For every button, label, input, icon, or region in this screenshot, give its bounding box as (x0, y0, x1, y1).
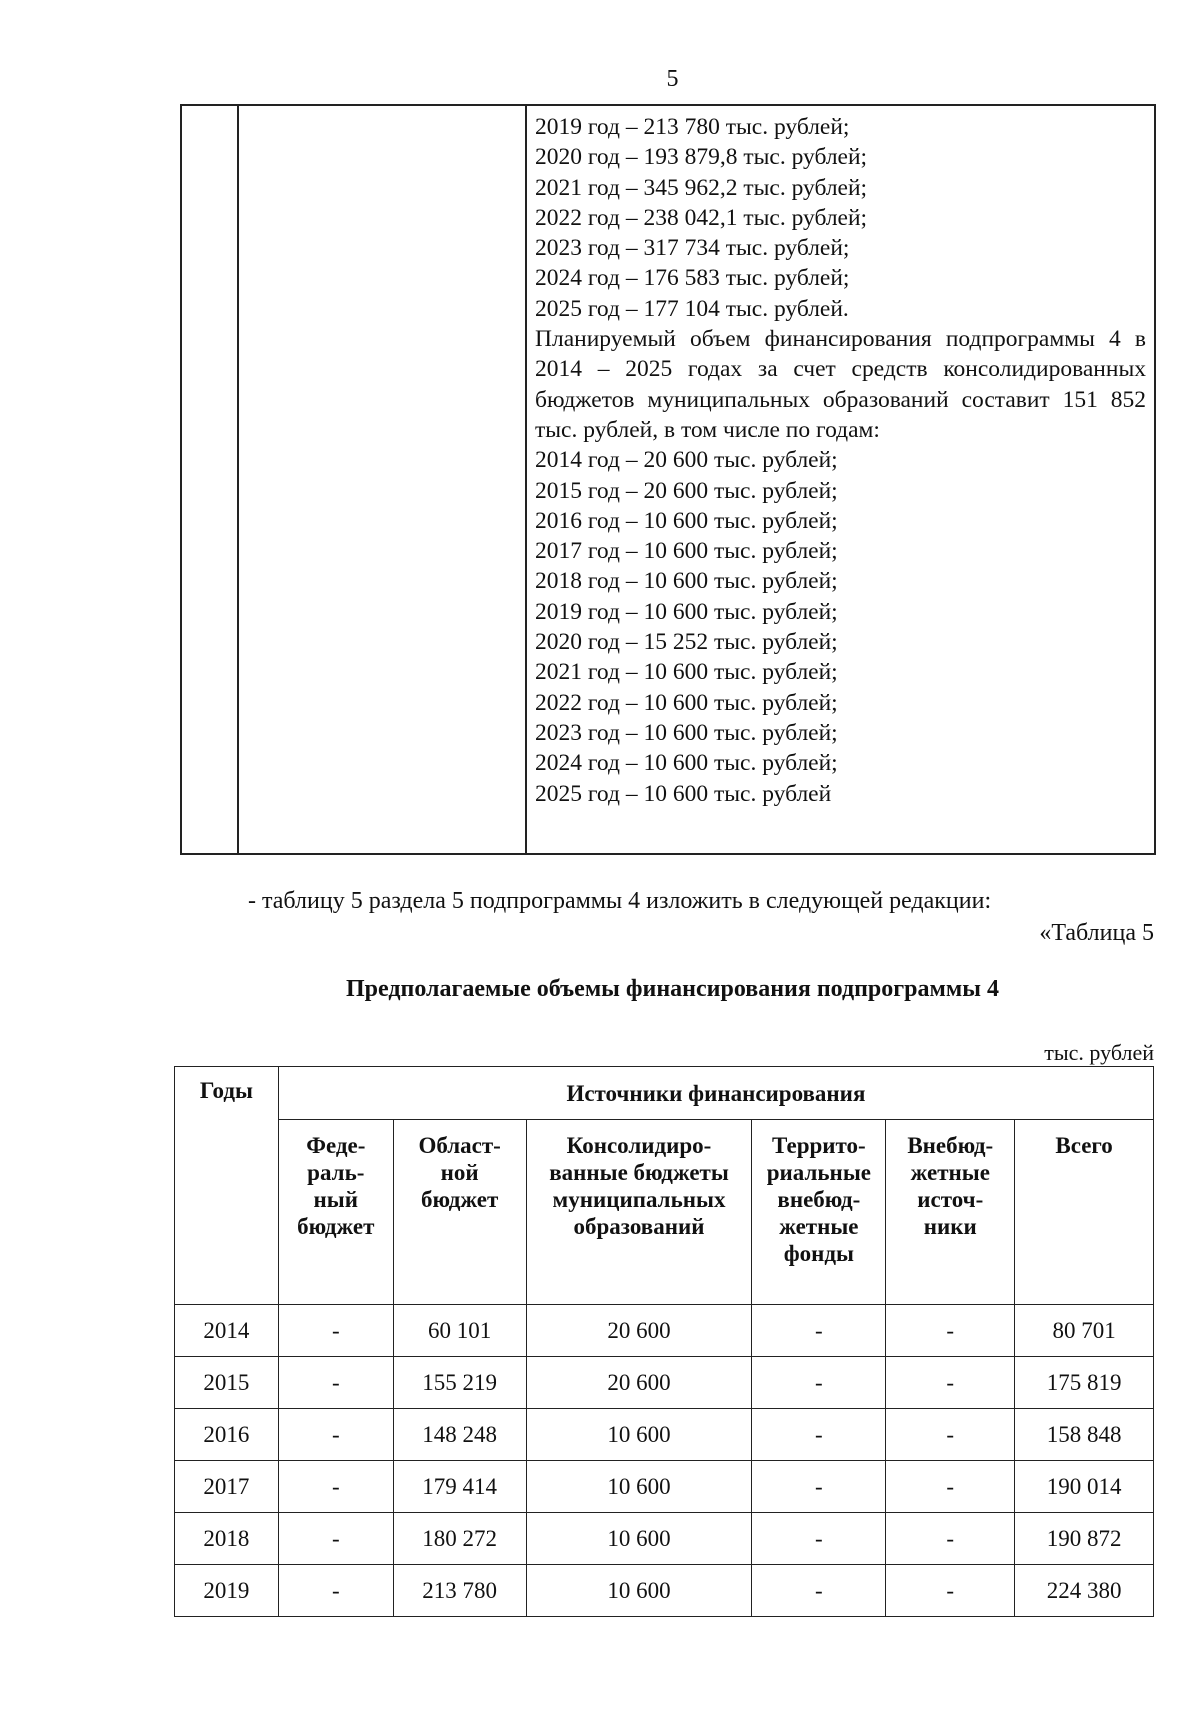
funding-year-line: 2014 год – 20 600 тыс. рублей; (535, 447, 838, 474)
header-text-line: жетные (779, 1214, 859, 1239)
cell-year: 2018 (175, 1513, 279, 1565)
municipal-budget-lines (535, 445, 1146, 809)
table-row (175, 1357, 1154, 1409)
header-text-line: риальные (766, 1160, 871, 1185)
header-years: Годы (175, 1067, 279, 1305)
cell-year: 2014 (175, 1305, 279, 1357)
cell-municipal: 20 600 (526, 1357, 752, 1409)
table-row (175, 1305, 1154, 1357)
cell-total: 190 014 (1015, 1461, 1154, 1513)
cell-territorial: - (752, 1513, 886, 1565)
cell-regional: 213 780 (393, 1565, 526, 1617)
header-extrabudgetary-sources (886, 1120, 1015, 1305)
table-row (175, 1565, 1154, 1617)
header-municipal-budgets (526, 1120, 752, 1305)
financing-text-cell (535, 112, 1146, 809)
header-text-line: Внебюд- (907, 1133, 994, 1158)
header-text-line: ной (440, 1160, 479, 1185)
regional-budget-lines (535, 112, 1146, 324)
cell-regional: 60 101 (393, 1305, 526, 1357)
header-text-line: бюджет (421, 1187, 499, 1212)
funding-year-line: 2016 год – 10 600 тыс. рублей; (535, 507, 838, 534)
cell-year: 2016 (175, 1409, 279, 1461)
page-number: 5 (666, 66, 679, 92)
cell-regional: 180 272 (393, 1513, 526, 1565)
funding-year-line: 2020 год – 193 879,8 тыс. рублей; (535, 144, 868, 171)
table-row (175, 1513, 1154, 1565)
section-title: Предполагаемые объемы финансирования подпрограммы 4 (346, 976, 999, 1002)
cell-municipal: 10 600 (526, 1409, 752, 1461)
header-text-line: жетные (910, 1160, 990, 1185)
cell-federal: - (278, 1305, 393, 1357)
header-regional-budget (393, 1120, 526, 1305)
header-text-line: внебюд- (777, 1187, 861, 1212)
funding-year-line: 2021 год – 10 600 тыс. рублей; (535, 659, 838, 686)
cell-municipal: 20 600 (526, 1305, 752, 1357)
header-federal-budget (278, 1120, 393, 1305)
funding-year-line: 2023 год – 10 600 тыс. рублей; (535, 719, 838, 746)
header-territorial-funds (752, 1120, 886, 1305)
cell-extrabudgetary: - (886, 1461, 1015, 1513)
cell-territorial: - (752, 1357, 886, 1409)
cell-year: 2019 (175, 1565, 279, 1617)
funding-year-line: 2015 год – 20 600 тыс. рублей; (535, 477, 838, 504)
header-total (1015, 1120, 1154, 1305)
cell-municipal: 10 600 (526, 1513, 752, 1565)
cell-regional: 148 248 (393, 1409, 526, 1461)
cell-territorial: - (752, 1305, 886, 1357)
header-text-line: ный (313, 1187, 359, 1212)
planned-financing-paragraph: Планируемый объем финансирования подпрограммы 4 в 2014 – 2025 годах за счет средств консолидированных бюджетов муниципальных образований составит 151 852 тыс. рублей, в том числе по годам: (535, 326, 1146, 443)
table-row (175, 1461, 1154, 1513)
header-text-line: Област- (418, 1133, 501, 1158)
cell-municipal: 10 600 (526, 1461, 752, 1513)
cell-total: 158 848 (1015, 1409, 1154, 1461)
header-text-line: раль- (307, 1160, 365, 1185)
cell-extrabudgetary: - (886, 1565, 1015, 1617)
cell-federal: - (278, 1357, 393, 1409)
financing-table (174, 1066, 1154, 1617)
column-divider (525, 106, 527, 853)
column-divider (237, 106, 239, 853)
header-sources: Источники финансирования (278, 1067, 1153, 1120)
funding-year-line: 2024 год – 10 600 тыс. рублей; (535, 750, 838, 777)
header-text-line: Террито- (772, 1133, 866, 1158)
header-text-line: образований (573, 1214, 705, 1239)
cell-federal: - (278, 1565, 393, 1617)
cell-extrabudgetary: - (886, 1357, 1015, 1409)
funding-year-line: 2025 год – 177 104 тыс. рублей. (535, 295, 849, 322)
funding-year-line: 2020 год – 15 252 тыс. рублей; (535, 629, 838, 656)
funding-year-line: 2024 год – 176 583 тыс. рублей; (535, 265, 850, 292)
cell-federal: - (278, 1461, 393, 1513)
cell-year: 2015 (175, 1357, 279, 1409)
header-text-line: муниципальных (552, 1187, 726, 1212)
cell-regional: 155 219 (393, 1357, 526, 1409)
cell-total: 224 380 (1015, 1565, 1154, 1617)
funding-year-line: 2017 год – 10 600 тыс. рублей; (535, 538, 838, 565)
cell-federal: - (278, 1409, 393, 1461)
cell-total: 175 819 (1015, 1357, 1154, 1409)
passport-continuation-table (180, 104, 1156, 855)
cell-territorial: - (752, 1565, 886, 1617)
header-text-line: ники (923, 1214, 977, 1239)
funding-year-line: 2022 год – 10 600 тыс. рублей; (535, 689, 838, 716)
header-text-line: Консолидиро- (566, 1133, 712, 1158)
subheader-row (175, 1120, 1154, 1305)
units-label: тыс. рублей (1044, 1040, 1154, 1065)
header-text-line: ванные бюджеты (549, 1160, 729, 1185)
header-text-line: фонды (783, 1241, 854, 1266)
cell-total: 80 701 (1015, 1305, 1154, 1357)
header-text-line: бюджет (297, 1214, 375, 1239)
cell-extrabudgetary: - (886, 1513, 1015, 1565)
header-text-line: источ- (917, 1187, 984, 1212)
amendment-instruction: - таблицу 5 раздела 5 подпрограммы 4 изложить в следующей редакции: (248, 888, 992, 914)
funding-year-line: 2021 год – 345 962,2 тыс. рублей; (535, 174, 868, 201)
cell-extrabudgetary: - (886, 1409, 1015, 1461)
cell-territorial: - (752, 1409, 886, 1461)
cell-year: 2017 (175, 1461, 279, 1513)
cell-municipal: 10 600 (526, 1565, 752, 1617)
cell-total: 190 872 (1015, 1513, 1154, 1565)
funding-year-line: 2019 год – 213 780 тыс. рублей; (535, 114, 850, 140)
funding-year-line: 2018 год – 10 600 тыс. рублей; (535, 568, 838, 595)
table-body (175, 1305, 1154, 1617)
header-text-line: Всего (1055, 1133, 1113, 1158)
cell-extrabudgetary: - (886, 1305, 1015, 1357)
funding-year-line: 2019 год – 10 600 тыс. рублей; (535, 598, 838, 625)
cell-federal: - (278, 1513, 393, 1565)
table-row (175, 1409, 1154, 1461)
cell-regional: 179 414 (393, 1461, 526, 1513)
header-text-line: Феде- (306, 1133, 366, 1158)
table-label: «Таблица 5 (1039, 920, 1154, 946)
cell-territorial: - (752, 1461, 886, 1513)
funding-year-line: 2022 год – 238 042,1 тыс. рублей; (535, 204, 868, 231)
funding-year-line: 2023 год – 317 734 тыс. рублей; (535, 235, 850, 262)
funding-year-line: 2025 год – 10 600 тыс. рублей (535, 780, 832, 807)
